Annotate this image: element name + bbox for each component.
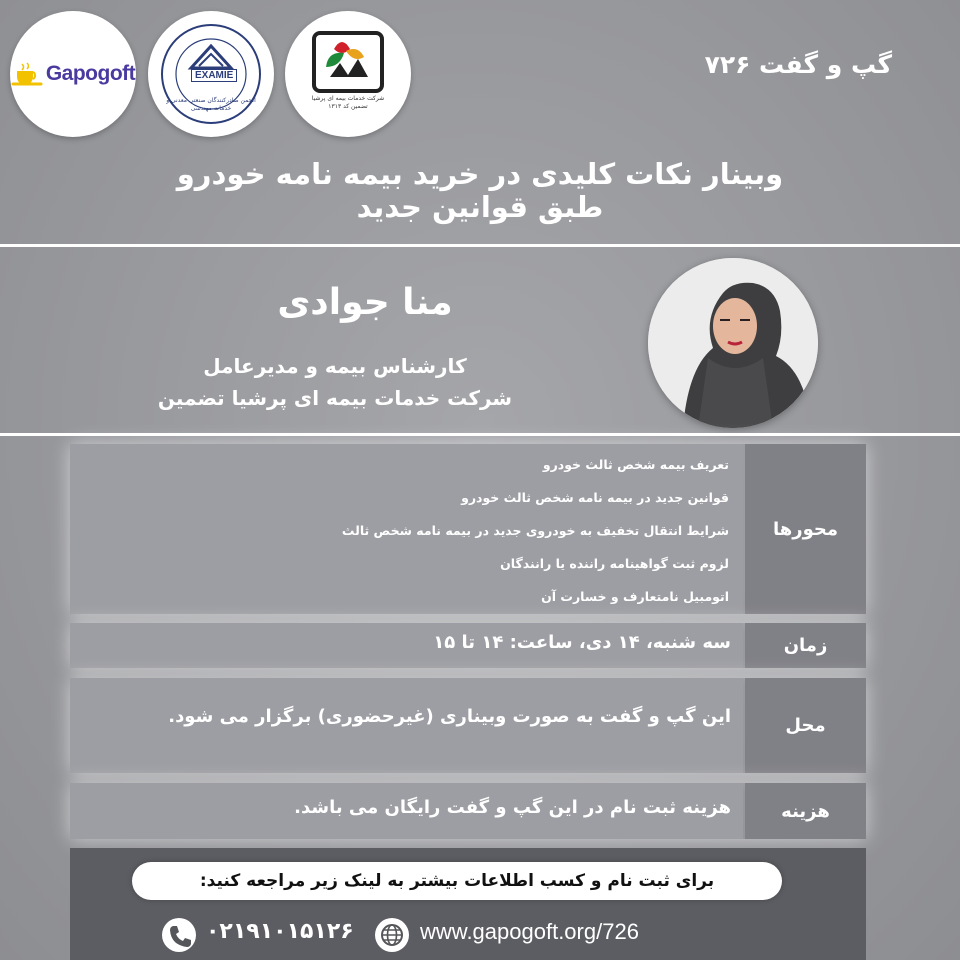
- speaker-role: کارشناس بیمه و مدیرعامل: [203, 354, 467, 378]
- middle-divider: [0, 433, 960, 436]
- place-label: محل: [745, 678, 866, 773]
- phone-icon: [162, 918, 196, 952]
- gapogoft-logo: [10, 11, 136, 137]
- phone-number[interactable]: ۰۲۱۹۱۰۱۵۱۲۶: [206, 919, 354, 944]
- cost-label: هزینه: [745, 783, 866, 839]
- topic-item: اتومبیل نامتعارف و خسارت آن: [541, 589, 729, 604]
- globe-icon: [375, 918, 409, 952]
- title-line-2: طبق قوانین جدید: [356, 190, 604, 224]
- time-value: سه شنبه، ۱۴ دی، ساعت: ۱۴ تا ۱۵: [433, 632, 731, 653]
- speaker-photo: [648, 258, 818, 428]
- topics-row: [70, 444, 866, 614]
- examie-caption: انجمن صادرکنندگان صنعتی معدنی و خدمات مهندسی: [166, 97, 256, 112]
- footer-panel: [70, 848, 866, 960]
- time-value-box: [70, 623, 743, 668]
- place-row: [70, 678, 866, 773]
- series-title: گپ و گفت ۷۲۶: [704, 50, 892, 79]
- speaker-name: منا جوادی: [277, 282, 453, 323]
- topic-item: شرایط انتقال تخفیف به خودروی جدید در بیمه نامه شخص ثالث: [341, 523, 729, 538]
- topic-item: لزوم ثبت گواهینامه راننده یا رانندگان: [500, 556, 729, 571]
- persia-tazmin-logo: [285, 11, 411, 137]
- topic-item: قوانین جدید در بیمه نامه شخص ثالث خودرو: [461, 490, 729, 505]
- registration-callout: برای ثبت نام و کسب اطلاعات بیشتر به لینک زیر مراجعه کنید:: [132, 862, 782, 900]
- cost-row: [70, 783, 866, 839]
- persia-tazmin-caption: شرکت خدمات بیمه ای پرشیا تضمین کد ۱۳۱۳: [311, 95, 385, 110]
- place-value-box: [70, 678, 743, 773]
- time-label: زمان: [745, 623, 866, 668]
- speaker-company: شرکت خدمات بیمه ای پرشیا تضمین: [157, 386, 513, 410]
- cost-value-box: [70, 783, 743, 839]
- topic-item: تعریف بیمه شخص ثالث خودرو: [542, 457, 729, 472]
- examie-badge: EXAMIE: [191, 69, 237, 82]
- topics-label: محورها: [745, 444, 866, 614]
- page-title: [0, 158, 960, 224]
- gapogoft-wordmark: Gapogoft: [45, 62, 136, 85]
- examie-logo: [148, 11, 274, 137]
- persia-tazmin-emblem-icon: [312, 31, 384, 93]
- website-link[interactable]: www.gapogoft.org/726: [420, 919, 639, 944]
- speaker-info: [120, 350, 550, 414]
- speaker-portrait-icon: [648, 258, 818, 428]
- top-divider: [0, 244, 960, 247]
- place-value: این گپ و گفت به صورت وبیناری (غیرحضوری) برگزار می شود.: [168, 706, 731, 727]
- cost-value: هزینه ثبت نام در این گپ و گفت رایگان می باشد.: [294, 797, 731, 818]
- title-line-1: وبینار نکات کلیدی در خرید بیمه نامه خودرو: [176, 157, 784, 191]
- topics-list: [70, 444, 743, 614]
- coffee-cup-icon: [11, 61, 43, 87]
- time-row: [70, 623, 866, 668]
